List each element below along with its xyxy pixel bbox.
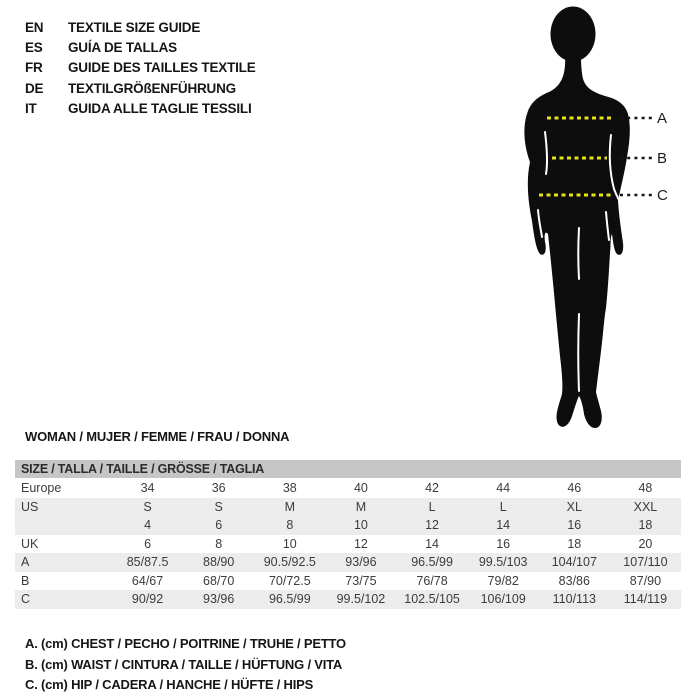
size-cell: 16 — [496, 536, 511, 551]
size-cell: S — [214, 499, 223, 514]
size-cell: 83/86 — [558, 573, 590, 588]
size-cell: 107/110 — [623, 555, 668, 570]
size-table — [15, 460, 681, 609]
size-cell: L — [499, 499, 507, 514]
size-cell: 42 — [425, 481, 440, 496]
size-cell: 76/78 — [416, 573, 448, 588]
size-cell: 44 — [496, 481, 511, 496]
language-code: EN — [25, 19, 44, 35]
table-row-uk — [15, 535, 681, 554]
table-row-us-numeric — [15, 516, 681, 535]
table-row-europe — [15, 479, 681, 498]
size-cell: 90.5/92.5 — [263, 555, 316, 570]
size-cell: 4 — [144, 518, 152, 533]
row-label: A — [21, 555, 30, 570]
table-row-chest — [15, 553, 681, 572]
size-cell: 99.5/103 — [478, 555, 528, 570]
language-title: GUIDE DES TAILLES TEXTILE — [68, 60, 256, 76]
language-row — [25, 58, 256, 78]
size-cell: 104/107 — [551, 555, 597, 570]
size-cell: 96.5/99 — [268, 592, 311, 607]
size-cell: 96.5/99 — [411, 555, 453, 570]
row-label: US — [21, 499, 39, 514]
size-cell: 93/96 — [345, 555, 377, 570]
language-title: GUIDA ALLE TAGLIE TESSILI — [68, 100, 252, 116]
size-cell: 90/92 — [131, 592, 164, 607]
size-cell: 87/90 — [629, 573, 662, 588]
language-code: DE — [25, 80, 44, 96]
language-row — [25, 78, 256, 98]
size-cell: S — [143, 499, 152, 514]
language-title: GUÍA DE TALLAS — [68, 39, 177, 55]
size-cell: 10 — [353, 518, 368, 533]
measure-label-c: C — [657, 187, 668, 204]
size-cell: 12 — [425, 518, 440, 533]
size-cell: 114/119 — [623, 592, 668, 607]
size-cell: 12 — [353, 536, 368, 551]
size-cell: 85/87.5 — [126, 555, 169, 570]
legend-line-chest: A. (cm) CHEST / PECHO / POITRINE / TRUHE / PETTO — [25, 636, 346, 651]
row-label: B — [21, 573, 30, 588]
size-cell: M — [284, 499, 296, 514]
legend-line-waist: B. (cm) WAIST / CINTURA / TAILLE / HÜFTUNG / VITA — [25, 656, 343, 672]
section-title: WOMAN / MUJER / FEMME / FRAU / DONNA — [25, 429, 290, 444]
size-cell: XL — [566, 499, 582, 514]
size-cell: 8 — [215, 536, 223, 551]
legend-line-hip: C. (cm) HIP / CADERA / HANCHE / HÜFTE / HIPS — [25, 677, 314, 692]
language-row — [25, 98, 256, 118]
table-row-hip — [15, 590, 681, 609]
language-title: TEXTILGRÖßENFÜHRUNG — [68, 80, 236, 96]
row-label: UK — [21, 536, 39, 551]
size-cell: 40 — [353, 481, 368, 496]
size-cell: 6 — [144, 536, 152, 551]
size-cell: 64/67 — [131, 573, 164, 588]
language-title: TEXTILE SIZE GUIDE — [68, 19, 201, 35]
size-cell: 18 — [638, 518, 653, 533]
table-header-label: SIZE / TALLA / TAILLE / GRÖSSE / TAGLIA — [21, 462, 265, 476]
size-cell: 10 — [282, 536, 297, 551]
table-row-waist — [15, 572, 681, 591]
language-title-list — [25, 17, 256, 118]
size-cell: 38 — [282, 481, 297, 496]
language-code: FR — [25, 60, 43, 76]
size-cell: 106/109 — [480, 592, 526, 607]
size-cell: 20 — [638, 536, 653, 551]
measure-label-b: B — [657, 150, 668, 167]
size-cell: 46 — [567, 481, 582, 496]
size-cell: 18 — [567, 536, 582, 551]
language-code: ES — [25, 39, 43, 55]
size-cell: L — [428, 499, 436, 514]
language-code: IT — [25, 100, 37, 116]
woman-silhouette-icon — [490, 0, 690, 435]
size-cell: 6 — [215, 518, 223, 533]
measurement-legend — [25, 634, 346, 696]
size-cell: 68/70 — [203, 573, 235, 588]
size-cell: XXL — [633, 499, 658, 514]
size-cell: 73/75 — [345, 573, 377, 588]
row-label: Europe — [21, 481, 62, 496]
measure-label-a: A — [657, 110, 668, 127]
size-cell: 70/72.5 — [268, 573, 311, 588]
size-cell: 8 — [286, 518, 294, 533]
language-row — [25, 17, 256, 37]
table-header-row — [15, 460, 681, 479]
size-cell: 34 — [140, 481, 155, 496]
size-cell: 79/82 — [487, 573, 519, 588]
size-cell: M — [355, 499, 367, 514]
silhouette-body — [524, 51, 629, 428]
measurement-figure — [490, 0, 690, 435]
size-cell: 102.5/105 — [404, 592, 460, 607]
table-row-us — [15, 498, 681, 517]
size-cell: 36 — [211, 481, 226, 496]
size-cell: 99.5/102 — [336, 592, 386, 607]
row-label: C — [21, 592, 31, 607]
size-cell: 14 — [425, 536, 440, 551]
size-cell: 110/113 — [552, 592, 596, 607]
size-cell: 48 — [638, 481, 653, 496]
size-cell: 93/96 — [203, 592, 235, 607]
size-cell: 88/90 — [203, 555, 235, 570]
size-cell: 14 — [496, 518, 511, 533]
language-row — [25, 37, 256, 57]
size-cell: 16 — [567, 518, 582, 533]
